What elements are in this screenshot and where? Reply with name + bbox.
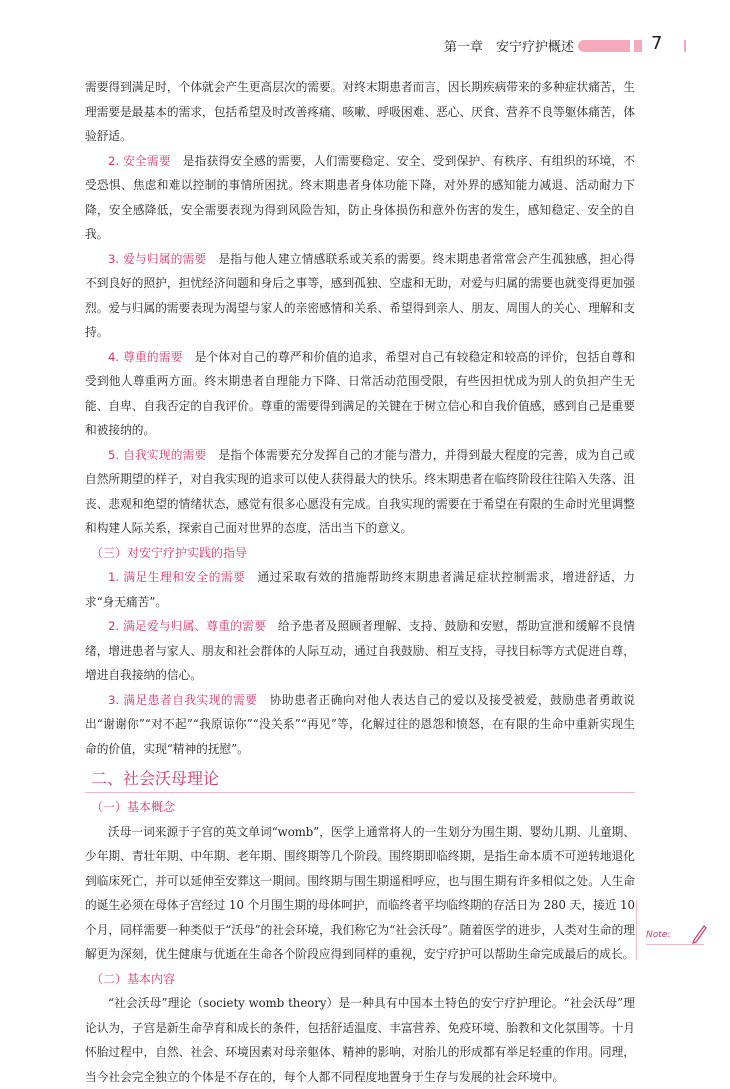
item-heading: 5. 自我实现的需要 (108, 447, 207, 462)
section-divider (85, 792, 635, 793)
item-text: 通过采取有效的措施帮助终末期患者满足症状控制需求，增进舒适，力求“身无痛苦”。 (85, 570, 635, 609)
item-heading: 4. 尊重的需要 (108, 349, 183, 364)
item-heading: 1. 满足生理和安全的需要 (108, 570, 246, 584)
subsection-heading: （一）基本概念 (91, 800, 176, 814)
header-decor-block (634, 40, 642, 52)
running-header (0, 30, 730, 58)
item-text: 是个体对自己的尊严和价值的追求，希望对自己有较稳定和较高的评价，包括自尊和受到他人尊重两方面。终末期患者自理能力下降、日常活动范围受限，有些因担忧成为别人的负担产生无能、自卑、自我否定的自我评价。尊重的需要得到满足的关键在于树立信心和自我价值感，感到自己是重要和被接纳的。 (85, 349, 635, 437)
item-text: 是指与他人建立情感联系或关系的需要。终末期患者常常会产生孤独感，担心得不到良好的照护，担忧经济问题和身后之事等，感到孤独、空虚和无助，对爱与归属的需要也就变得更加强烈。爱与归属的需要表现为渴望与家人的亲密感情和关系、希望得到亲人、朋友、周围人的关心、理解和支持。 (85, 251, 635, 339)
item-text: 给予患者及照顾者理解、支持、鼓励和安慰，帮助宣泄和缓解不良情绪，增进患者与家人、朋友和社会群体的人际互动，通过自我鼓励、相互支持，寻找目标等方式促进自尊，增进自我接纳的信心。 (85, 619, 635, 682)
paragraph (85, 443, 635, 541)
page-number: 7 (651, 33, 663, 54)
item-text: 是指个体需要充分发挥自己的才能与潜力，并得到最大程度的完善，成为自己或自然所期望的样子，对自我实现的追求可以使人获得最大的快乐。终末期患者在临终阶段往往陷入失落、沮丧、悲观和绝望的情绪状态，感觉有很多心愿没有完成。自我实现的需要在于希望在有限的生命时光里调整和构建人际关系，探索自己面对世界的态度，活出当下的意义。 (85, 447, 635, 535)
header-decor-bar (578, 40, 630, 52)
item-heading: 2. 安全需要 (108, 153, 171, 168)
margin-rule (636, 900, 637, 960)
section-heading: 二、社会沃母理论 (91, 769, 220, 788)
paragraph (85, 565, 635, 614)
item-text: 协助患者正确向对他人表达自己的爱以及接受被爱，鼓励患者勇敢说出“谢谢你”“对不起”“我原谅你”“没关系”“再见”等，化解过往的恩怨和愤怒，在有限的生命中重新实现生命的价值，实现“精神的抚慰”。 (85, 692, 635, 756)
paragraph (85, 345, 635, 443)
paragraph (85, 247, 635, 345)
paragraph: 需要得到满足时，个体就会产生更高层次的需要。对终末期患者而言，因长期疾病带来的多种症状痛苦，生理需要是最基本的需求，包括希望及时改善疼痛、咳嗽、呼吸困难、恶心、厌食、营养不良等躯体痛苦，体验舒适。 (85, 80, 635, 143)
header-tick (684, 40, 686, 52)
paragraph (85, 688, 635, 762)
note-label: Note: (646, 930, 671, 940)
chapter-title: 第一章 安宁疗护概述 (443, 40, 574, 55)
subsection-heading: （二）基本内容 (91, 971, 176, 986)
subsection-heading: （三）对安宁疗护实践的指导 (91, 545, 248, 560)
paragraph (85, 614, 635, 688)
pencil-icon (690, 924, 708, 946)
item-text: 是指获得安全感的需要，人们需要稳定、安全、受到保护、有秩序、有组织的环境，不受恐惧、焦虑和难以控制的事情所困扰。终末期患者身体功能下降，对外界的感知能力减退、活动耐力下降，安全感降低，安全需要表现为得到风险告知，防止身体损伤和意外伤害的发生，感知稳定、安全的自我。 (85, 153, 635, 241)
item-heading: 3. 满足患者自我实现的需要 (108, 692, 258, 707)
page-body (85, 75, 635, 1089)
note-area (638, 924, 712, 950)
item-heading: 2. 满足爱与归属、尊重的需要 (108, 619, 266, 633)
paragraph (85, 149, 635, 247)
paragraph: 沃母一词来源于子宫的英文单词“womb”，医学上通常将人的一生划分为围生期、婴幼儿期、儿童期、少年期、青壮年期、中年期、老年期、围终期等几个阶段。围终期即临终期，是指生命本质不可逆转地退化到临床死亡，并可以延伸至安葬这一期间。围终期与围生期遥相呼应，也与围生期有许多相似之处。人生命的诞生必须在母体子宫经过 10 个月围生期的母体呵护，而临终者平均临终期的存活日为 280 天，接近 10 个月，同样需要一种类似于“沃母”的社会环境，我们称它为“社会沃母”。随着医学的进步，人类对生命的理解更为深刻，优生健康与优逝在生命各个阶段应得到同样的重视，安宁疗护可以帮助生命完成最后的成长。 (85, 824, 635, 961)
item-heading: 3. 爱与归属的需要 (108, 251, 207, 266)
paragraph: “社会沃母”理论（society womb theory）是一种具有中国本土特色的安宁疗护理论。“社会沃母”理论认为，子宫是新生命孕育和成长的条件，包括舒适温度、丰富营养、免疫环境、胎教和文化氛围等。十月怀胎过程中，自然、社会、环境因素对母亲躯体、精神的影响，对胎儿的形成都有举足轻重的作用。同理，当今社会完全独立的个体是不存在的，每个人都不同程度地置身于生存与发展的社会环境中。 (85, 996, 635, 1084)
